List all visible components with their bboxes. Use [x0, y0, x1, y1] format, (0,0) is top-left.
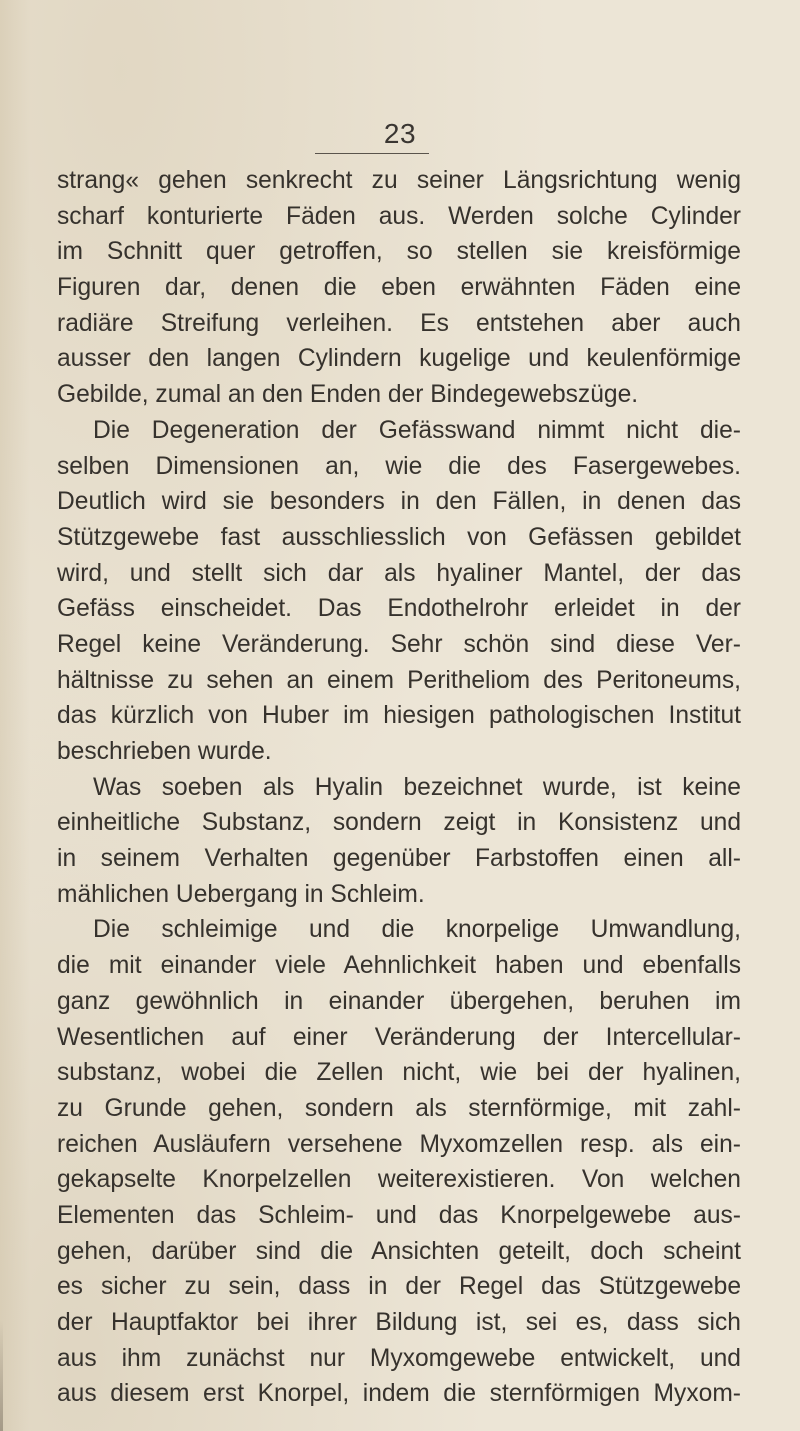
text-line: zu Grunde gehen, sondern als sternförmige, mit zahl-: [57, 1094, 741, 1122]
text-line: mählichen Uebergang in Schleim.: [57, 880, 425, 908]
text-line: ganz gewöhnlich in einander übergehen, beruhen im: [57, 987, 741, 1015]
text-line: Figuren dar, denen die eben erwähnten Fäden eine: [57, 274, 741, 302]
text-line: selben Dimensionen an, wie die des Fasergewebes.: [57, 452, 741, 480]
text-line: Wesentlichen auf einer Veränderung der Intercellular-: [57, 1023, 741, 1051]
text-line: in seinem Verhalten gegenüber Farbstoffen einen all-: [57, 845, 741, 873]
text-line: reichen Ausläufern versehene Myxomzellen resp. als ein-: [57, 1130, 741, 1158]
paragraph-start-line: Die schleimige und die knorpelige Umwandlung,: [93, 916, 741, 944]
text-line: Regel keine Veränderung. Sehr schön sind diese Ver-: [57, 630, 741, 658]
text-line: aus diesem erst Knorpel, indem die sternförmigen Myxom-: [57, 1380, 741, 1408]
paragraph-start-line: Was soeben als Hyalin bezeichnet wurde, ist keine: [93, 773, 741, 801]
text-line: scharf konturierte Fäden aus. Werden solche Cylinder: [57, 202, 741, 230]
text-line: radiäre Streifung verleihen. Es entstehen aber auch: [57, 309, 741, 337]
text-line: der Hauptfaktor bei ihrer Bildung ist, sei es, dass sich: [57, 1309, 741, 1336]
page-edge-shadow: [0, 1320, 3, 1431]
text-line: wird, und stellt sich dar als hyaliner Mantel, der das: [57, 559, 741, 587]
text-line: beschrieben wurde.: [57, 738, 272, 765]
text-line: Gefäss einscheidet. Das Endothelrohr erleidet in der: [57, 595, 741, 623]
header-rule: [315, 153, 429, 154]
body-text: [57, 163, 741, 1412]
text-line: die mit einander viele Aehnlichkeit haben und ebenfalls: [57, 952, 741, 980]
text-line: das kürzlich von Huber im hiesigen pathologischen Institut: [57, 702, 741, 730]
text-line: einheitliche Substanz, sondern zeigt in Konsistenz und: [57, 809, 741, 837]
text-line: Gebilde, zumal an den Enden der Bindegewebszüge.: [57, 381, 639, 409]
text-line: Deutlich wird sie besonders in den Fällen, in denen das: [57, 488, 741, 516]
text-line: es sicher zu sein, dass in der Regel das Stützgewebe: [57, 1273, 741, 1301]
text-line: aus ihm zunächst nur Myxomgewebe entwickelt, und: [57, 1344, 741, 1372]
text-line: strang« gehen senkrecht zu seiner Längsrichtung wenig: [57, 167, 741, 194]
text-line: ausser den langen Cylindern kugelige und keulenförmige: [57, 345, 741, 373]
text-line: Elementen das Schleim- und das Knorpelgewebe aus-: [57, 1201, 741, 1229]
text-line: substanz, wobei die Zellen nicht, wie bei der hyalinen,: [57, 1059, 741, 1087]
text-line: gekapselte Knorpelzellen weiterexistieren. Von welchen: [57, 1166, 741, 1194]
page-number: 23: [383, 118, 417, 149]
text-line: im Schnitt quer getroffen, so stellen sie kreisförmige: [57, 238, 741, 266]
text-line: hältnisse zu sehen an einem Peritheliom des Peritoneums,: [57, 666, 741, 694]
paragraph-start-line: Die Degeneration der Gefässwand nimmt nicht die-: [93, 416, 741, 444]
text-line: gehen, darüber sind die Ansichten geteilt, doch scheint: [57, 1237, 741, 1265]
text-line: Stützgewebe fast ausschliesslich von Gefässen gebildet: [57, 523, 741, 551]
